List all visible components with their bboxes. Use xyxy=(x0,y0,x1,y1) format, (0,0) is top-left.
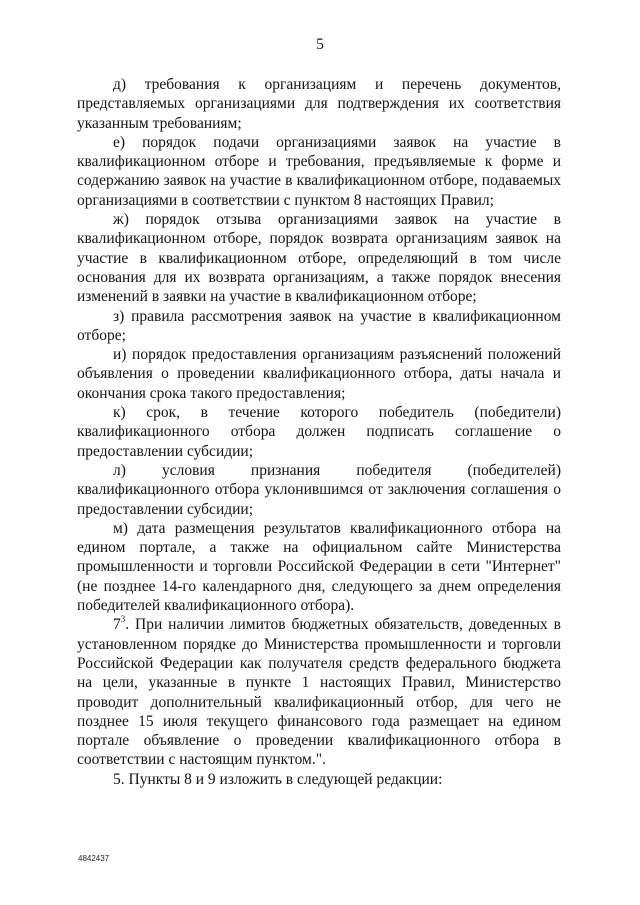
document-body xyxy=(77,75,561,789)
document-code: 4842437 xyxy=(78,854,110,863)
paragraph-k: к) срок, в течение которого победитель (победители) квалификационного отбора должен подписать соглашение о предоставлении субсидии; xyxy=(77,404,561,460)
item-5: 5. Пункты 8 и 9 изложить в следующей редакции: xyxy=(113,770,443,788)
paragraph-zh: ж) порядок отзыва организациями заявок на участие в квалификационном отборе, порядок возврата организациям заявок на участие в квалификационном отборе, определяющий в том числе основания для их возврата организациям, а также порядок внесения изменений в заявки на участие в квалификационном отборе; xyxy=(77,211,561,306)
paragraph-d: д) требования к организациям и перечень документов, представляемых организациями для подтверждения их соответствия указанным требованиям; xyxy=(77,76,561,132)
clause-number: 7 xyxy=(113,616,121,634)
paragraph-z: з) правила рассмотрения заявок на участие в квалификационном отборе; xyxy=(77,307,561,344)
page-number: 5 xyxy=(316,36,324,53)
clause-text: . При наличии лимитов бюджетных обязательств, доведенных в установленном порядке до Министерства промышленности и торговли Российской Федерации как получателя средств федерального бюджета на цели, указанные в пункте 1 настоящих Правил, Министерство проводит дополнительный квалификационный отбор, для чего не позднее 15 июля текущего финансового года размещает на едином портале объявление о проведении квалификационного отбора в соответствии с настоящим пунктом.". xyxy=(77,616,561,769)
paragraph-l: л) условия признания победителя (победителей) квалификационного отбора уклонившимся от заключения соглашения о предоставлении субсидии; xyxy=(77,461,561,518)
paragraph-e: е) порядок подачи организациями заявок на участие в квалификационном отборе и требования, предъявляемые к форме и содержанию заявок на участие в квалификационном отборе, подаваемых организациями в соответствии с пунктом 8 настоящих Правил; xyxy=(77,133,561,209)
clause-superscript: 3 xyxy=(120,614,126,625)
paragraph-i: и) порядок предоставления организациям разъяснений положений объявления о проведении квалификационного отбора, даты начала и окончания срока такого предоставления; xyxy=(77,346,561,402)
paragraph-m: м) дата размещения результатов квалификационного отбора на едином портале, а также на официальном сайте Министерства промышленности и торговли Российской Федерации в сети "Интернет" (не позднее 14-го календарного дня, следующего за днем определения победителей квалификационного отбора). xyxy=(77,519,561,615)
clause-7-3 xyxy=(77,615,561,769)
